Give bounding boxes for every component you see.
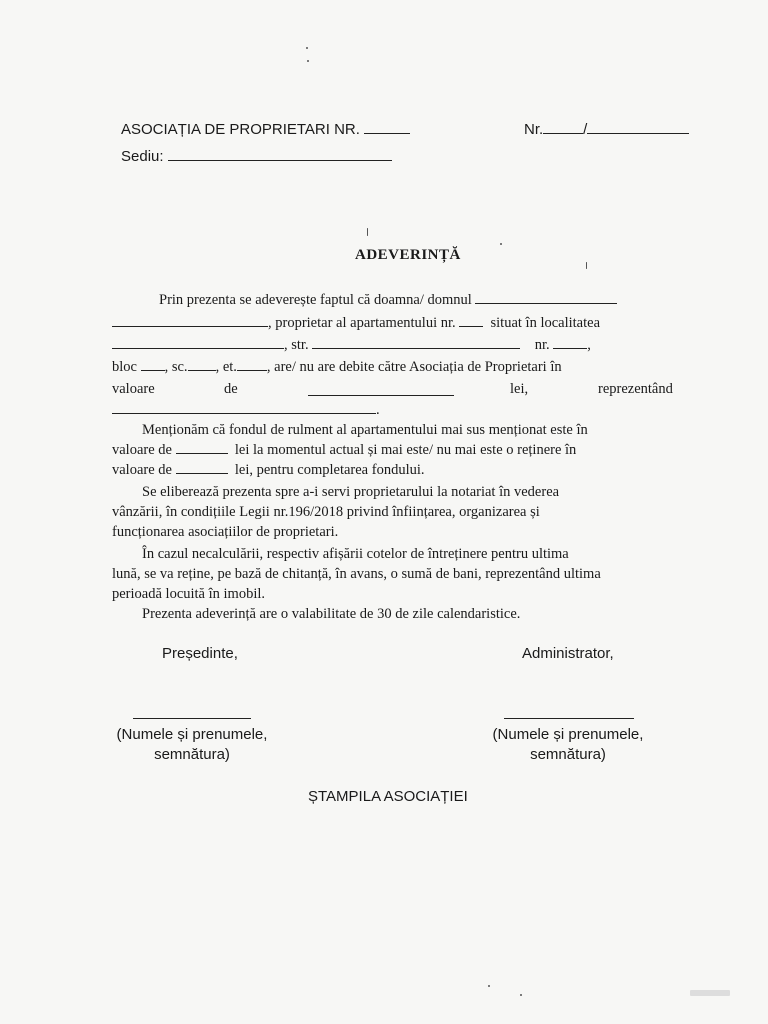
p2-text: valoare de	[112, 462, 172, 478]
sediu-label: Sediu:	[121, 148, 164, 165]
document-title: ADEVERINȚĂ	[355, 247, 461, 263]
administrator-signature-line	[504, 718, 634, 719]
p1-text: reprezentând	[598, 381, 673, 397]
p2-text: valoare de	[112, 442, 172, 458]
street-blank	[312, 336, 520, 349]
p1-text: , are/ nu are debite către Asociația de Proprietari în	[266, 359, 562, 375]
p1-line4	[112, 357, 562, 377]
p4-line2: lună, se va reține, pe bază de chitanță, în avans, o sumă de bani, reprezentând ultima	[112, 566, 601, 582]
p1-text: , et.	[215, 359, 237, 375]
scan-speck	[367, 228, 368, 236]
president-signature-line	[133, 718, 251, 719]
association-label: ASOCIAȚIA DE PROPRIETARI NR.	[121, 121, 360, 138]
p2-line3	[112, 460, 425, 480]
sediu-blank	[168, 148, 392, 161]
locality-blank	[112, 336, 284, 349]
president-name-caption: (Numele și prenumele,	[116, 726, 268, 743]
debt-value-blank	[308, 383, 454, 396]
p4-line3: perioadă locuită în imobil.	[112, 586, 266, 602]
president-label: Președinte,	[162, 645, 238, 662]
scan-speck	[586, 262, 587, 269]
represents-blank	[112, 401, 376, 414]
p1-text: , proprietar al apartamentului nr.	[268, 315, 456, 331]
bloc-blank	[141, 358, 165, 371]
stamp-label: ȘTAMPILA ASOCIAȚIEI	[308, 788, 468, 805]
p2-text: lei la momentul actual și mai este/ nu mai este o reținere în	[234, 442, 577, 458]
sediu-row	[121, 148, 392, 165]
p1-text: nr.	[534, 337, 550, 353]
association-number-blank	[364, 121, 410, 134]
et-blank	[237, 358, 267, 371]
scan-speck	[690, 990, 730, 996]
p1-text: , str.	[284, 337, 309, 353]
p1-text: , sc.	[164, 359, 188, 375]
p1-text: de	[224, 381, 238, 397]
p1-line3	[112, 335, 591, 355]
apartment-number-blank	[459, 314, 483, 327]
scan-speck	[520, 994, 522, 996]
p1-text: ,	[587, 337, 591, 353]
retention-value-blank	[176, 461, 228, 474]
p1-line2	[112, 313, 600, 333]
p1-line1	[159, 290, 617, 310]
p3-line3: funcționarea asociațiilor de proprietari.	[112, 524, 339, 540]
administrator-signature-caption: semnătura)	[530, 746, 606, 763]
sc-blank	[188, 358, 216, 371]
document-number	[524, 121, 689, 138]
scan-speck	[306, 47, 308, 49]
p3-line2: vânzării, în condițiile Legii nr.196/2018 privind înființarea, organizarea și	[112, 504, 540, 520]
p2-line2	[112, 440, 576, 460]
administrator-label: Administrator,	[522, 645, 614, 662]
scan-speck	[488, 985, 490, 987]
nr-separator: /	[583, 121, 588, 138]
p3-line1: Se eliberează prezenta spre a-i servi proprietarului la notariat în vederea	[142, 484, 560, 500]
scan-speck	[500, 243, 502, 245]
p1-text: situat în localitatea	[490, 315, 601, 331]
p2-line1: Menționăm că fondul de rulment al apartamentului mai sus menționat este în	[142, 422, 588, 438]
owner-name-blank	[475, 291, 617, 304]
p1-line6	[112, 400, 380, 420]
p1-text: valoare	[112, 381, 155, 397]
p1-text: .	[376, 402, 380, 418]
p4-line1: În cazul necalculării, respectiv afișării cotelor de întreținere pentru ultima	[142, 546, 569, 562]
nr-blank-1	[543, 121, 583, 134]
p2-text: lei, pentru completarea fondului.	[234, 462, 425, 478]
administrator-name-caption: (Numele și prenumele,	[492, 726, 644, 743]
nr-label: Nr.	[524, 121, 544, 138]
street-number-blank	[553, 336, 587, 349]
owner-name-blank-2	[112, 314, 268, 327]
validity-text: Prezenta adeverință are o valabilitate de 30 de zile calendaristice.	[142, 606, 521, 622]
president-signature-caption: semnătura)	[154, 746, 230, 763]
nr-blank-2	[587, 121, 689, 134]
p1-text: bloc	[112, 359, 137, 375]
p1-text: Prin prezenta se adeverește faptul că doamna/ domnul	[159, 292, 472, 308]
fund-value-blank	[176, 441, 228, 454]
p1-text: lei,	[510, 381, 529, 397]
association-heading	[121, 121, 410, 138]
scan-speck	[307, 60, 309, 62]
